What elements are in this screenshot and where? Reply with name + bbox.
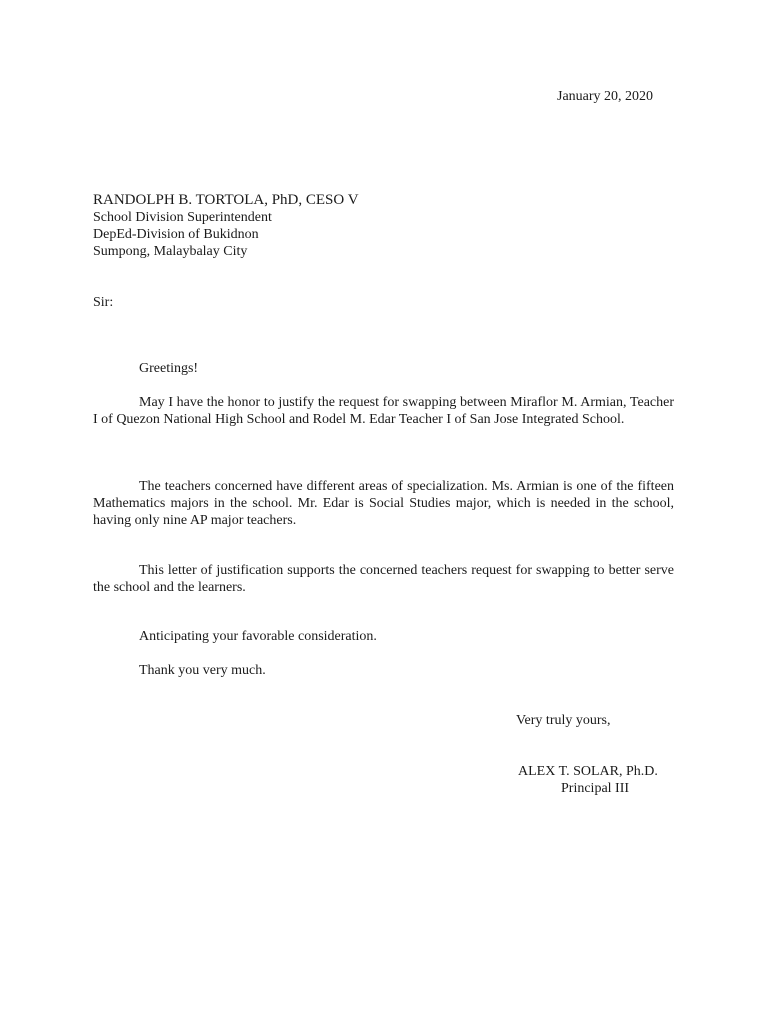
recipient-organization: DepEd-Division of Bukidnon [93,227,259,242]
signatory-name: ALEX T. SOLAR, Ph.D. [518,764,658,779]
complimentary-closing: Very truly yours, [516,713,611,728]
body-paragraph: This letter of justification supports the concerned teachers request for swapping to better serve the school and the learners. [93,563,674,595]
recipient-address: Sumpong, Malaybalay City [93,244,248,259]
anticipation-line: Anticipating your favorable consideration. [139,629,377,644]
letter-date: January 20, 2020 [557,89,654,104]
body-paragraph: May I have the honor to justify the request for swapping between Miraflor M. Armian, Teacher I of Quezon National High School and Rodel M. Edar Teacher I of San Jose Integrated School. [93,395,674,427]
greeting-line: Greetings! [139,361,199,376]
recipient-title: School Division Superintendent [93,210,272,225]
salutation: Sir: [93,295,114,310]
thanks-line: Thank you very much. [139,663,266,678]
body-paragraph: The teachers concerned have different areas of specialization. Ms. Armian is one of the fifteen Mathematics majors in the school. Mr. Edar is Social Studies major, which is needed in the school, having only nine AP major teachers. [93,479,674,528]
recipient-name: RANDOLPH B. TORTOLA, PhD, CESO V [93,192,359,208]
signatory-position: Principal III [561,781,630,796]
